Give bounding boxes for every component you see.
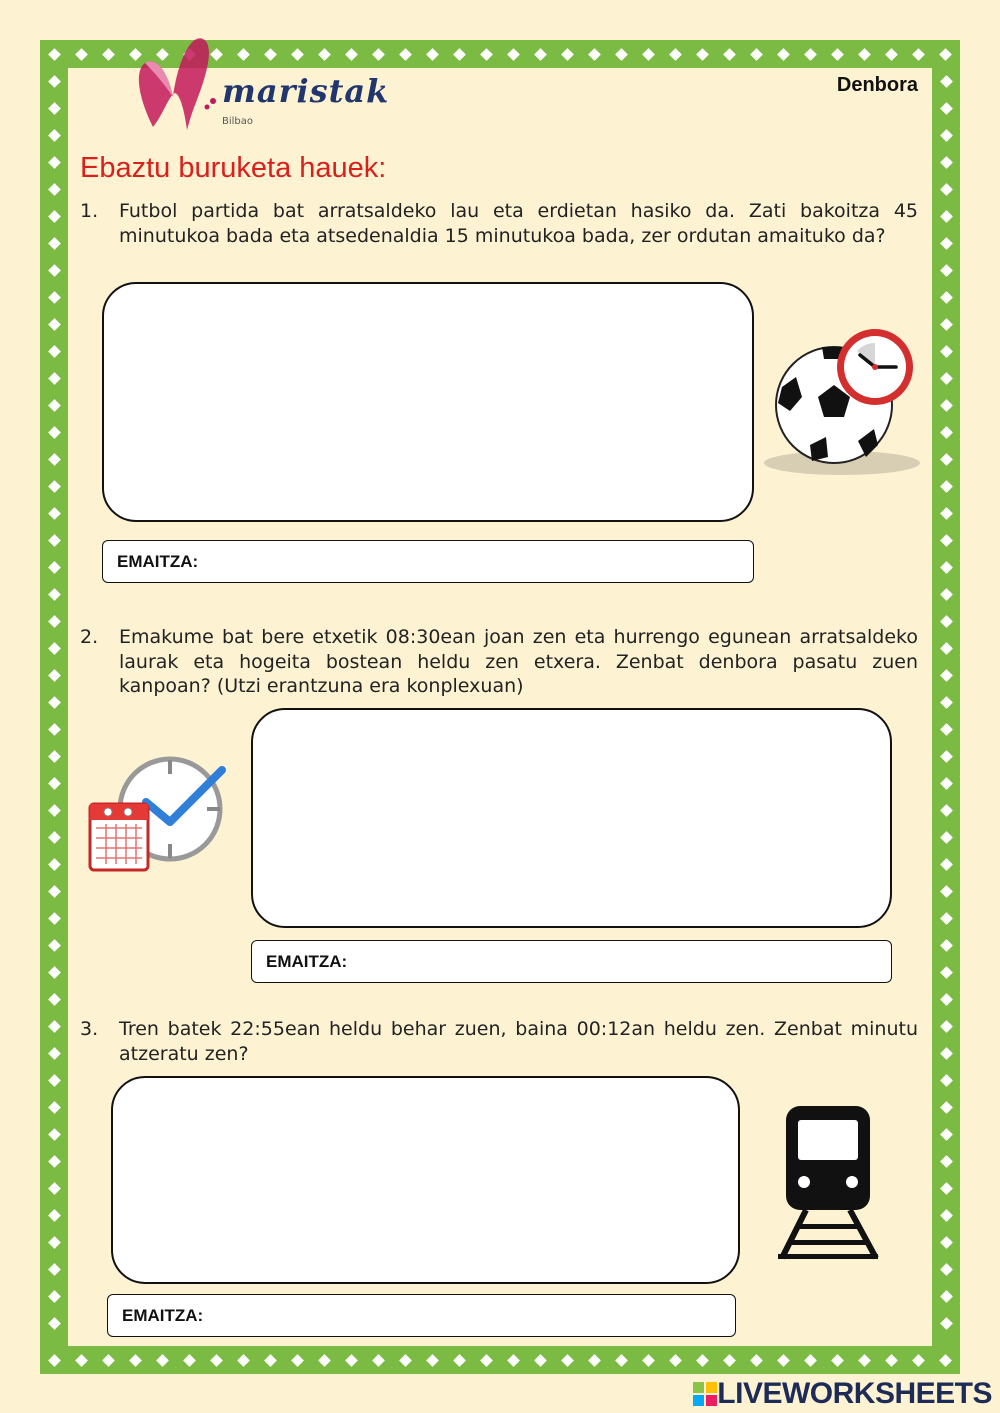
work-area-3[interactable] <box>111 1076 740 1284</box>
answer-field-2[interactable] <box>251 940 892 983</box>
question-number: 2. <box>80 626 99 648</box>
liveworksheets-logo[interactable] <box>693 1376 992 1412</box>
question-text: Futbol partida bat arratsaldeko lau eta erdietan hasiko da. Zati bakoitza 45 minutukoa bada eta atsedenaldia 15 minutukoa bada, zer ordutan amaituko da? <box>119 200 918 247</box>
question-1 <box>80 199 918 248</box>
answer-input-3[interactable] <box>218 1301 725 1331</box>
answer-field-1[interactable] <box>102 540 754 583</box>
calendar-clock-icon <box>86 752 228 876</box>
logo-location: Bilbao <box>222 116 254 127</box>
answer-input-2[interactable] <box>362 947 881 977</box>
question-3 <box>80 1017 918 1066</box>
heart-logo-icon <box>135 35 230 135</box>
topic-label: Denbora <box>836 74 918 96</box>
answer-label: EMAITZA: <box>122 1306 204 1325</box>
answer-input-1[interactable] <box>213 547 743 577</box>
work-area-1[interactable] <box>102 282 754 522</box>
answer-label: EMAITZA: <box>117 552 199 571</box>
liveworksheets-brand: LIVEWORKSHEETS <box>717 1377 992 1410</box>
question-2 <box>80 625 918 699</box>
question-number: 1. <box>80 200 99 222</box>
answer-field-3[interactable] <box>107 1294 736 1337</box>
logo-wordmark: maristak <box>222 72 390 110</box>
question-text: Emakume bat bere etxetik 08:30ean joan zen eta hurrengo egunean arratsaldeko laurak eta hogeita bostean heldu zen etxera. Zenbat denbora pasatu zuen kanpoan? (Utzi erantzuna era konplexuan) <box>119 626 918 697</box>
answer-label: EMAITZA: <box>266 952 348 971</box>
page-heading: Ebaztu buruketa hauek: <box>80 152 387 184</box>
question-text: Tren batek 22:55ean heldu behar zuen, baina 00:12an heldu zen. Zenbat minutu atzeratu zen? <box>119 1018 918 1065</box>
train-icon <box>776 1104 882 1262</box>
question-number: 3. <box>80 1018 99 1040</box>
soccer-ball-clock-icon <box>762 325 922 480</box>
work-area-2[interactable] <box>251 708 892 928</box>
liveworksheets-icon <box>693 1382 717 1406</box>
